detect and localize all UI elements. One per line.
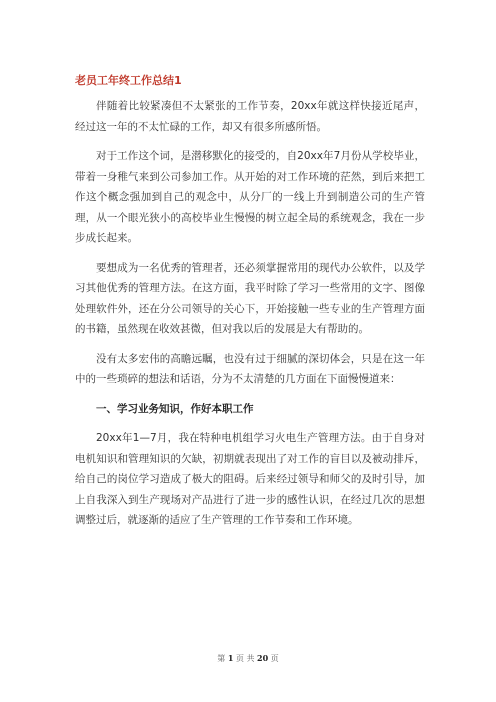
- paragraph-1: 伴随着比较紧凑但不太紧张的工作节奏，20xx年就这样快接近尾声，经过这一年的不太忙碌的工作，却又有很多所感所悟。: [75, 100, 425, 133]
- paragraph-2: 对于工作这个词，是潜移默化的接受的，自20xx年7月份从学校毕业，带着一身稚气来到公司参加工作。从开始的对工作环境的茫然，到后来把工作这个概念强加到自己的观念中，从分厂的一线上升到制造公司的生产管理，从一个眼光狭小的高校毕业生慢慢的树立起全局的系统观念，我在一步步成长起来。: [75, 150, 425, 244]
- document-title: 老员工年终工作总结1: [75, 74, 182, 87]
- footer-page-number: 1: [227, 653, 234, 663]
- paragraph-3: 要想成为一名优秀的管理者，还必须掌握常用的现代办公软件，以及学习其他优秀的管理方法。在这方面，我平时除了学习一些常用的文字、图像处理软件外，还在分公司领导的关心下，开始接触一些专业的生产管理方面的书籍，虽然现在收效甚微，但对我以后的发展是大有帮助的。: [75, 261, 425, 335]
- footer-middle: 页 共: [235, 654, 255, 663]
- paragraph-4: 没有太多宏伟的高瞻远瞩，也没有过于细腻的深切体会，只是在这一年中的一些琐碎的想法和话语，分为不太清楚的几方面在下面慢慢道来：: [75, 352, 425, 385]
- paragraph-5: 20xx年1—7月，我在特种电机组学习火电生产管理方法。由于自身对电机知识和管理知识的欠缺，初期就表现出了对工作的盲目以及被动排斥，给自己的岗位学习造成了极大的阻碍。后来经过领导和师父的及时引导，加上自我深入到生产现场对产品进行了进一步的感性认识，在经过几次的思想调整过后，就逐渐的适应了生产管理的工作节奏和工作环境。: [75, 432, 425, 526]
- page-footer: [0, 653, 496, 664]
- footer-suffix: 页: [270, 654, 279, 663]
- footer-total-pages: 20: [257, 653, 269, 663]
- document-body: [75, 96, 425, 540]
- footer-prefix: 第: [217, 654, 226, 663]
- section-heading-1: 一、学习业务知识，作好本职工作: [96, 402, 254, 415]
